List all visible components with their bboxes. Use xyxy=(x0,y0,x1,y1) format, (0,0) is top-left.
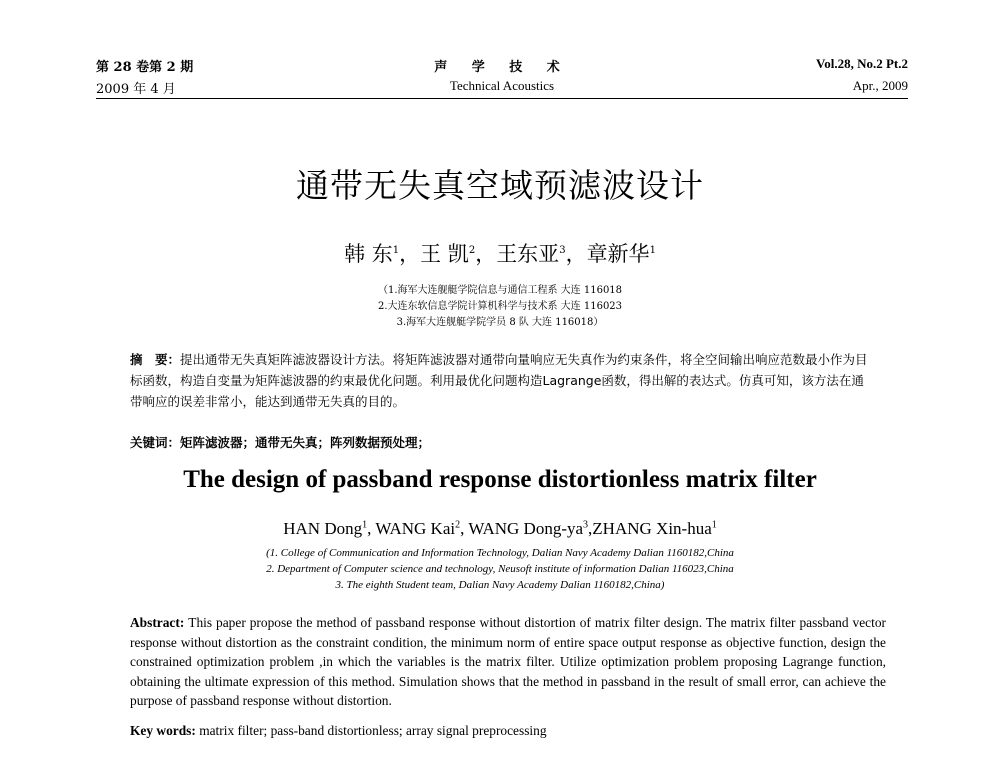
journal-name-cn: 声 学 技 术 xyxy=(434,60,570,75)
running-header xyxy=(96,46,908,98)
author-affil-mark: 1 xyxy=(649,245,656,256)
author-affil-mark: 1 xyxy=(392,245,400,256)
author-affil-mark: 2 xyxy=(468,245,476,256)
author-name: 韩 东 xyxy=(344,242,393,266)
header-divider xyxy=(96,98,908,99)
affiliations-cn xyxy=(0,283,1000,331)
abstract-text-en: This paper propose the method of passband response without distortion of matrix filter design. The matrix filter passband vector response without distortion as the constraint condition, the minimum norm of entire space output response as objective function, design the constrained optimization problem ,in which the variables is the matrix filter. Utilize optimization problem proposing Lagrange function, obtaining the ultimate expression of this method. Simulation shows that the method in passband in the result of small error, can achieve the purpose of passband response without distortion. xyxy=(130,615,886,709)
affiliation-line: (1. College of Communication and Information Technology, Dalian Navy Academy Dalian 1160182,China xyxy=(266,547,734,559)
volume-en: Vol.28, No.2 Pt.2 xyxy=(816,56,908,71)
keywords-text-cn: 矩阵滤波器；通带无失真；阵列数据预处理； xyxy=(180,435,431,450)
paper-title-cn: 通带无失真空域预滤波设计 xyxy=(296,166,704,205)
author-affil-mark: 1 xyxy=(711,519,717,531)
author-name: 王 凯 xyxy=(420,242,469,266)
affiliation-line: 2.大连东软信息学院计算机科学与技术系 大连 116023 xyxy=(377,301,623,312)
author-name: WANG Kai xyxy=(375,519,456,538)
keywords-label-cn: 关键词： xyxy=(130,435,181,450)
affiliation-line: 2. Department of Computer science and technology, Neusoft institute of information Dalian 116023,China xyxy=(266,563,734,575)
affiliation-line: （1.海军大连舰艇学院信息与通信工程系 大连 116018 xyxy=(377,285,623,296)
author-affil-mark: 1 xyxy=(362,519,368,531)
date-en: Apr., 2009 xyxy=(852,78,908,93)
author-name: HAN Dong xyxy=(283,519,363,538)
keywords-cn xyxy=(130,433,870,453)
abstract-en xyxy=(130,613,886,711)
abstract-label-cn: 摘 要： xyxy=(130,352,181,367)
header-row-top xyxy=(96,56,908,78)
journal-name-en: Technical Acoustics xyxy=(449,78,555,93)
keywords-text-en: matrix filter; pass-band distortionless; array signal preprocessing xyxy=(199,723,547,738)
affiliation-line: 3.海军大连舰艇学院学员 8 队 大连 116018） xyxy=(396,317,604,328)
keywords-label-en: Key words: xyxy=(130,723,196,738)
volume-cn: 第 28 卷第 2 期 xyxy=(96,60,194,75)
header-row-bottom xyxy=(96,78,908,100)
author-list-cn: 韩 东$^1$，王 凯$^2$，王东亚$^3$，章新华$^1$ xyxy=(344,242,656,266)
date-cn: 2009 年 4 月 xyxy=(96,82,176,97)
abstract-text-cn: 提出通带无失真矩阵滤波器设计方法。将矩阵滤波器对通带向量响应无失真作为约束条件，将全空间输出响应范数最小作为目标函数，构造自变量为矩阵滤波器的约束最优化问题。利用最优化问题构造Lagrange函数，得出解的表达式。仿真可知，该方法在通带响应的误差非常小，能达到通带无失真的目的。 xyxy=(130,352,868,409)
author-affil-mark: 3 xyxy=(559,245,566,256)
affiliations-en xyxy=(0,545,1000,593)
paper-title-en: The design of passband response distortionless matrix filter xyxy=(183,466,817,493)
abstract-cn xyxy=(130,349,870,412)
author-affil-mark: 3 xyxy=(583,519,589,531)
abstract-label-en: Abstract: xyxy=(130,615,185,630)
author-name: 章新华 xyxy=(586,242,650,266)
keywords-en xyxy=(130,721,886,740)
author-affil-mark: 2 xyxy=(455,519,461,531)
affiliation-line: 3. The eighth Student team, Dalian Navy Academy Dalian 1160182,China) xyxy=(335,579,665,591)
author-name: ZHANG Xin-hua xyxy=(592,519,712,538)
author-name: WANG Dong-ya xyxy=(468,519,584,538)
author-name: 王东亚 xyxy=(496,242,560,266)
author-list-en: HAN Dong$^1$, WANG Kai$^2$, WANG Dong-$ya^3,ZHANG$ Xin-hua$^1$ xyxy=(283,519,717,538)
